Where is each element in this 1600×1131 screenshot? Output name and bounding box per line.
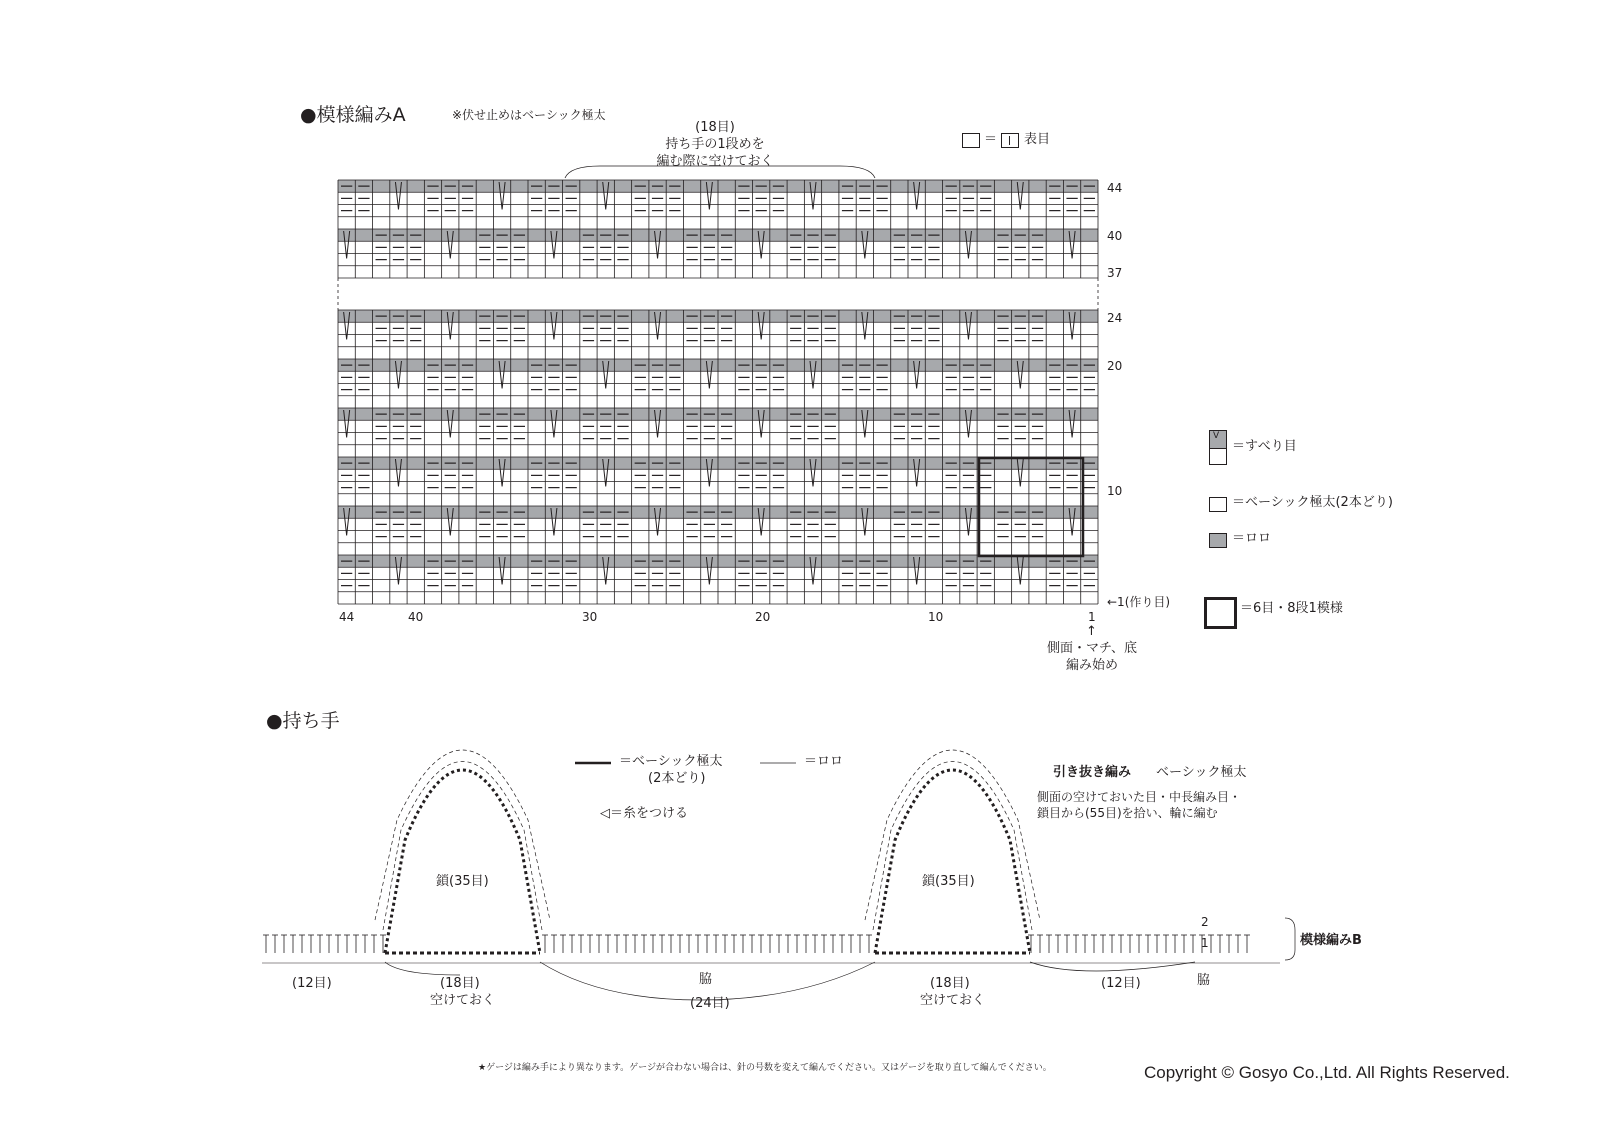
chain-label-right: 鎖(35目) [922,874,975,889]
section-a-note: ※伏せ止めはベーシック極太 [452,108,606,122]
brace-pattern-b [1285,918,1295,960]
seg-18-right: (18目) [930,976,970,991]
pattern-b-label: 模様編みB [1300,933,1362,948]
legend-roro-text: ＝ロロ [1232,531,1272,546]
seg-24: (24目) [690,996,730,1011]
brace-left-18 [385,962,460,975]
row-number-44: 44 [1107,181,1123,195]
row-number-40: 40 [1107,229,1123,243]
col-number-10: 10 [928,610,944,624]
brace-right-12 [1030,962,1195,971]
top-note-line1: (18目) [695,120,735,135]
start-arrow: ↑ [1086,624,1097,639]
row-number-20: 20 [1107,359,1123,373]
handle-left-outer [375,750,550,920]
col-number-20: 20 [755,610,771,624]
section-b-title: ●持ち手 [266,710,340,732]
leave-open-left: 空けておく [430,993,496,1008]
seg-12-left: (12目) [292,976,332,991]
start-label-line1: 側面・マチ、底 [1046,641,1138,656]
start-label-line2: 編み始め [1065,658,1118,673]
key-equal: ＝ [984,132,998,147]
legend-attach-text: ◁＝糸をつける [600,806,688,821]
legend-thick-line1: ＝ベーシック極太 [619,754,723,769]
legend-thick-line2: (2本どり) [648,771,706,786]
legend-basic-swatch [1209,497,1227,512]
col-number-44: 44 [339,610,355,624]
row-label-2: 2 [1201,915,1209,929]
top-note-line2: 持ち手の1段めを [665,137,765,152]
row-number-24: 24 [1107,311,1123,325]
slip-stitch-yarn: ベーシック極太 [1156,765,1247,780]
legend-repeat-swatch [1204,597,1237,629]
leave-open-right: 空けておく [920,993,986,1008]
col-number-40: 40 [408,610,424,624]
row-number-10: 10 [1107,484,1123,498]
slip-v-icon: V [1213,431,1220,441]
side-label-right: 脇 [1197,973,1211,988]
top-brace [565,166,875,178]
gauge-note: ★ゲージは編み手により異なります。ゲージが合わない場合は、針の号数を変えて編んでください。又はゲージを取り直して編んでください。 [478,1063,1052,1073]
slip-note-line1: 側面の空けておいた目・中長編み目・ [1037,790,1242,804]
handle-right-inner [873,762,1032,931]
side-label-center: 脇 [699,972,713,987]
slip-stitch-title: 引き抜き編み [1053,765,1132,780]
legend-slip-text: ＝すべり目 [1232,439,1297,454]
seg-18-left: (18目) [440,976,480,991]
legend-roro-swatch [1209,533,1227,548]
row-start-label: ←1(作り目) [1107,595,1171,609]
slip-note-line2: 鎖目から(55目)を拾い、輪に編む [1037,806,1218,820]
row-number-37: 37 [1107,266,1123,280]
handle-left-inner [383,762,542,931]
row-label-1: 1 [1201,936,1209,950]
col-number-1: 1 [1088,610,1096,624]
key-knit-text: 表目 [1024,132,1051,147]
legend-thin-text: ＝ロロ [804,754,844,769]
legend-slip-swatch [1209,430,1227,449]
legend-slip-swatch-lower [1209,449,1227,465]
handle-right-outer [865,750,1040,920]
legend-basic-text: ＝ベーシック極太(2本どり) [1232,495,1393,510]
col-number-30: 30 [582,610,598,624]
seg-12-right: (12目) [1101,976,1141,991]
top-note-line3: 編む際に空けておく [656,154,774,169]
copyright: Copyright © Gosyo Co.,Ltd. All Rights Reserved. [1144,1063,1510,1082]
section-a-title: ●模様編みA [300,104,406,126]
legend-repeat-text: ＝6目・8段1模様 [1240,601,1343,616]
chain-label-left: 鎖(35目) [436,874,489,889]
